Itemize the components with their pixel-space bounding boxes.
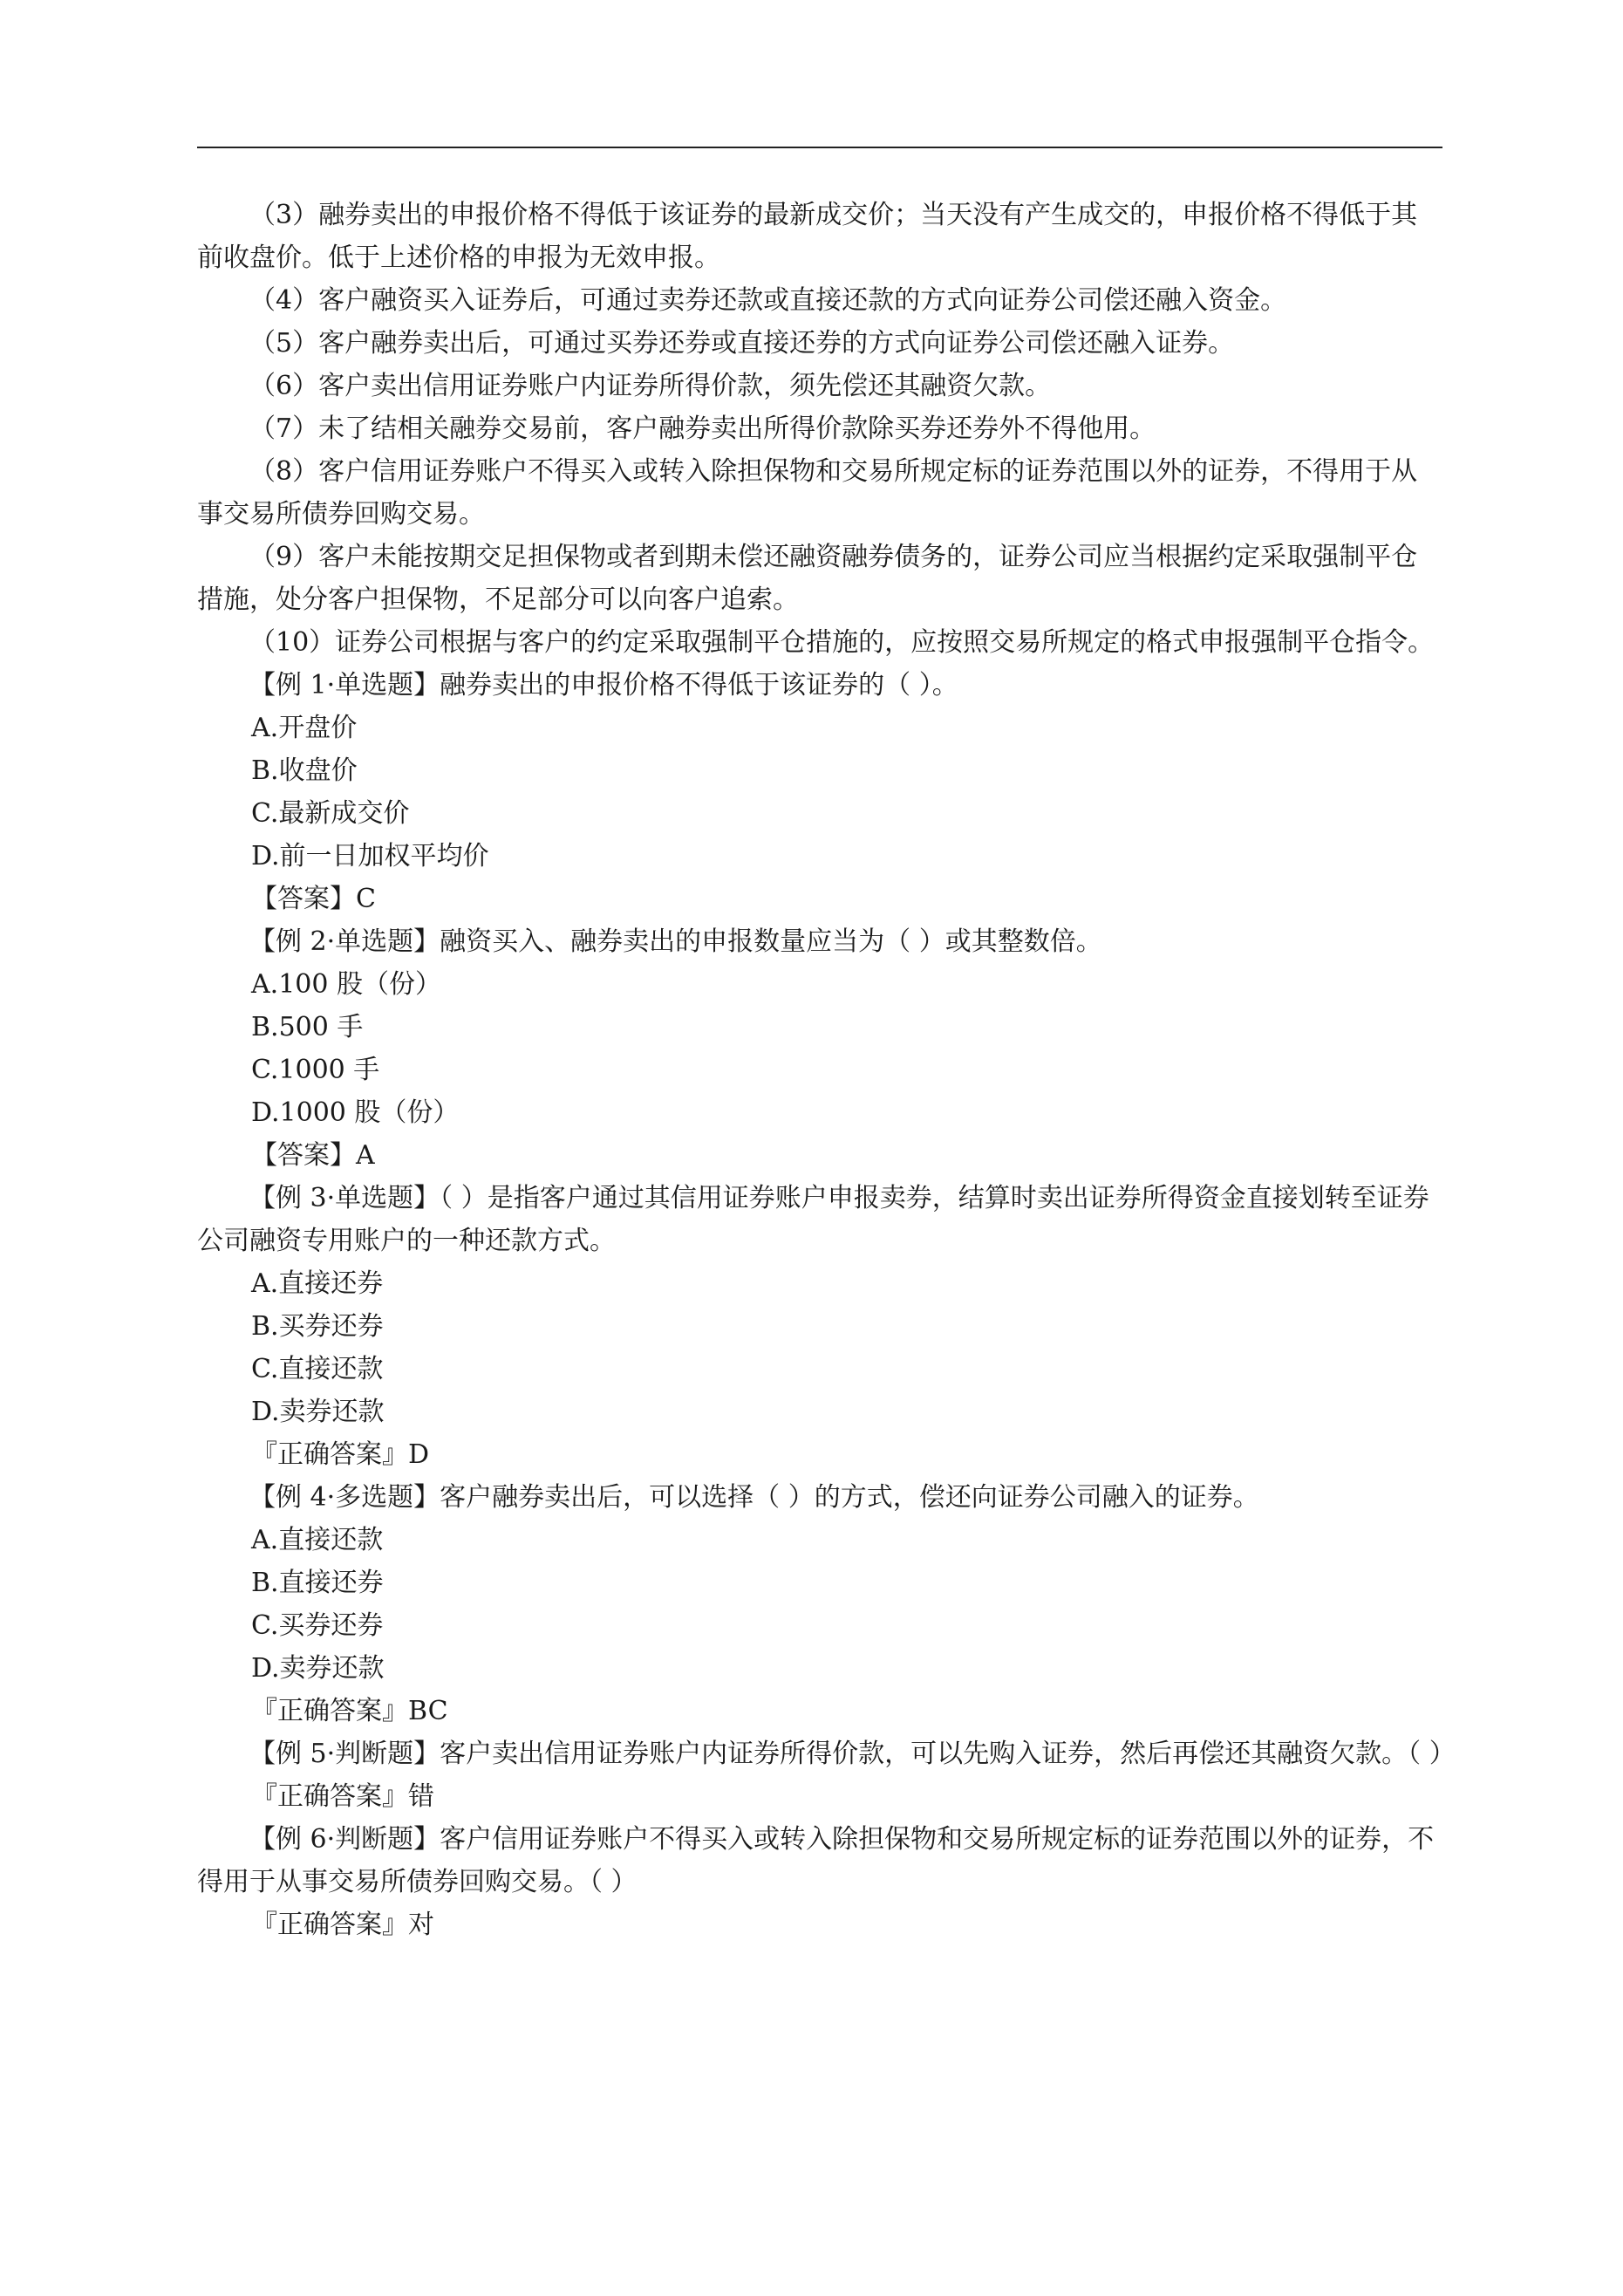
- example-question: 【例 3·单选题】（ ）是指客户通过其信用证券账户申报卖券，结算时卖出证券所得资金直接划转至证券公司融资专用账户的一种还款方式。: [197, 1183, 1429, 1256]
- example-option: A.直接还款: [251, 1525, 384, 1555]
- example-option: B.500 手: [251, 1012, 364, 1042]
- example-option: B.收盘价: [251, 755, 358, 786]
- rule-paragraph: （6）客户卖出信用证券账户内证券所得价款，须先偿还其融资欠款。: [249, 371, 1052, 401]
- rule-paragraph: （7）未了结相关融券交易前，客户融券卖出所得价款除买券还券外不得他用。: [249, 413, 1156, 444]
- example-option: C.1000 手: [251, 1055, 380, 1085]
- rule-paragraph: （10）证券公司根据与客户的约定采取强制平仓措施的，应按照交易所规定的格式申报强制平仓指令。: [249, 627, 1435, 658]
- header-rule: [197, 147, 1442, 148]
- example-answer: 【答案】C: [251, 884, 376, 914]
- example-question: 【例 6·判断题】客户信用证券账户不得买入或转入除担保物和交易所规定标的证券范围以外的证券，不得用于从事交易所债券回购交易。（ ）: [197, 1824, 1435, 1897]
- rule-paragraph: （9）客户未能按期交足担保物或者到期未偿还融资融券债务的，证券公司应当根据约定采取强制平仓措施，处分客户担保物，不足部分可以向客户追索。: [197, 542, 1418, 615]
- example-option: C.直接还款: [251, 1354, 384, 1384]
- rule-paragraph: （4）客户融资买入证券后，可通过卖券还款或直接还款的方式向证券公司偿还融入资金。: [249, 285, 1287, 316]
- example-option: D.卖券还款: [251, 1653, 385, 1684]
- document-body: [197, 194, 1456, 1946]
- example-question: 【例 1·单选题】融券卖出的申报价格不得低于该证券的（ ）。: [249, 670, 958, 700]
- example-option: B.买券还券: [251, 1311, 384, 1342]
- example-option: D.1000 股（份）: [251, 1097, 460, 1128]
- rule-paragraph: （3）融券卖出的申报价格不得低于该证券的最新成交价；当天没有产生成交的，申报价格不得低于其前收盘价。低于上述价格的申报为无效申报。: [197, 200, 1418, 273]
- example-question: 【例 5·判断题】客户卖出信用证券账户内证券所得价款，可以先购入证券，然后再偿还其融资欠款。（ ）: [249, 1739, 1456, 1769]
- example-answer: 『正确答案』D: [251, 1439, 430, 1470]
- example-option: D.卖券还款: [251, 1397, 385, 1427]
- example-question: 【例 4·多选题】客户融券卖出后，可以选择（ ）的方式，偿还向证券公司融入的证券。: [249, 1482, 1259, 1513]
- example-question: 【例 2·单选题】融资买入、融券卖出的申报数量应当为（ ）或其整数倍。: [249, 926, 1102, 957]
- example-answer: 『正确答案』错: [251, 1781, 434, 1812]
- example-option: A.开盘价: [251, 713, 358, 743]
- example-option: C.买券还券: [251, 1610, 384, 1641]
- example-option: A.直接还券: [251, 1268, 384, 1299]
- example-answer: 『正确答案』对: [251, 1910, 434, 1940]
- example-option: A.100 股（份）: [251, 969, 441, 1000]
- example-answer: 【答案】A: [251, 1140, 375, 1171]
- example-answer: 『正确答案』BC: [251, 1696, 448, 1726]
- example-option: D.前一日加权平均价: [251, 841, 489, 871]
- rule-paragraph: （8）客户信用证券账户不得买入或转入除担保物和交易所规定标的证券范围以外的证券，不得用于从事交易所债券回购交易。: [197, 456, 1418, 530]
- example-option: C.最新成交价: [251, 798, 410, 829]
- example-option: B.直接还券: [251, 1568, 384, 1598]
- rule-paragraph: （5）客户融券卖出后，可通过买券还券或直接还券的方式向证券公司偿还融入证券。: [249, 328, 1235, 359]
